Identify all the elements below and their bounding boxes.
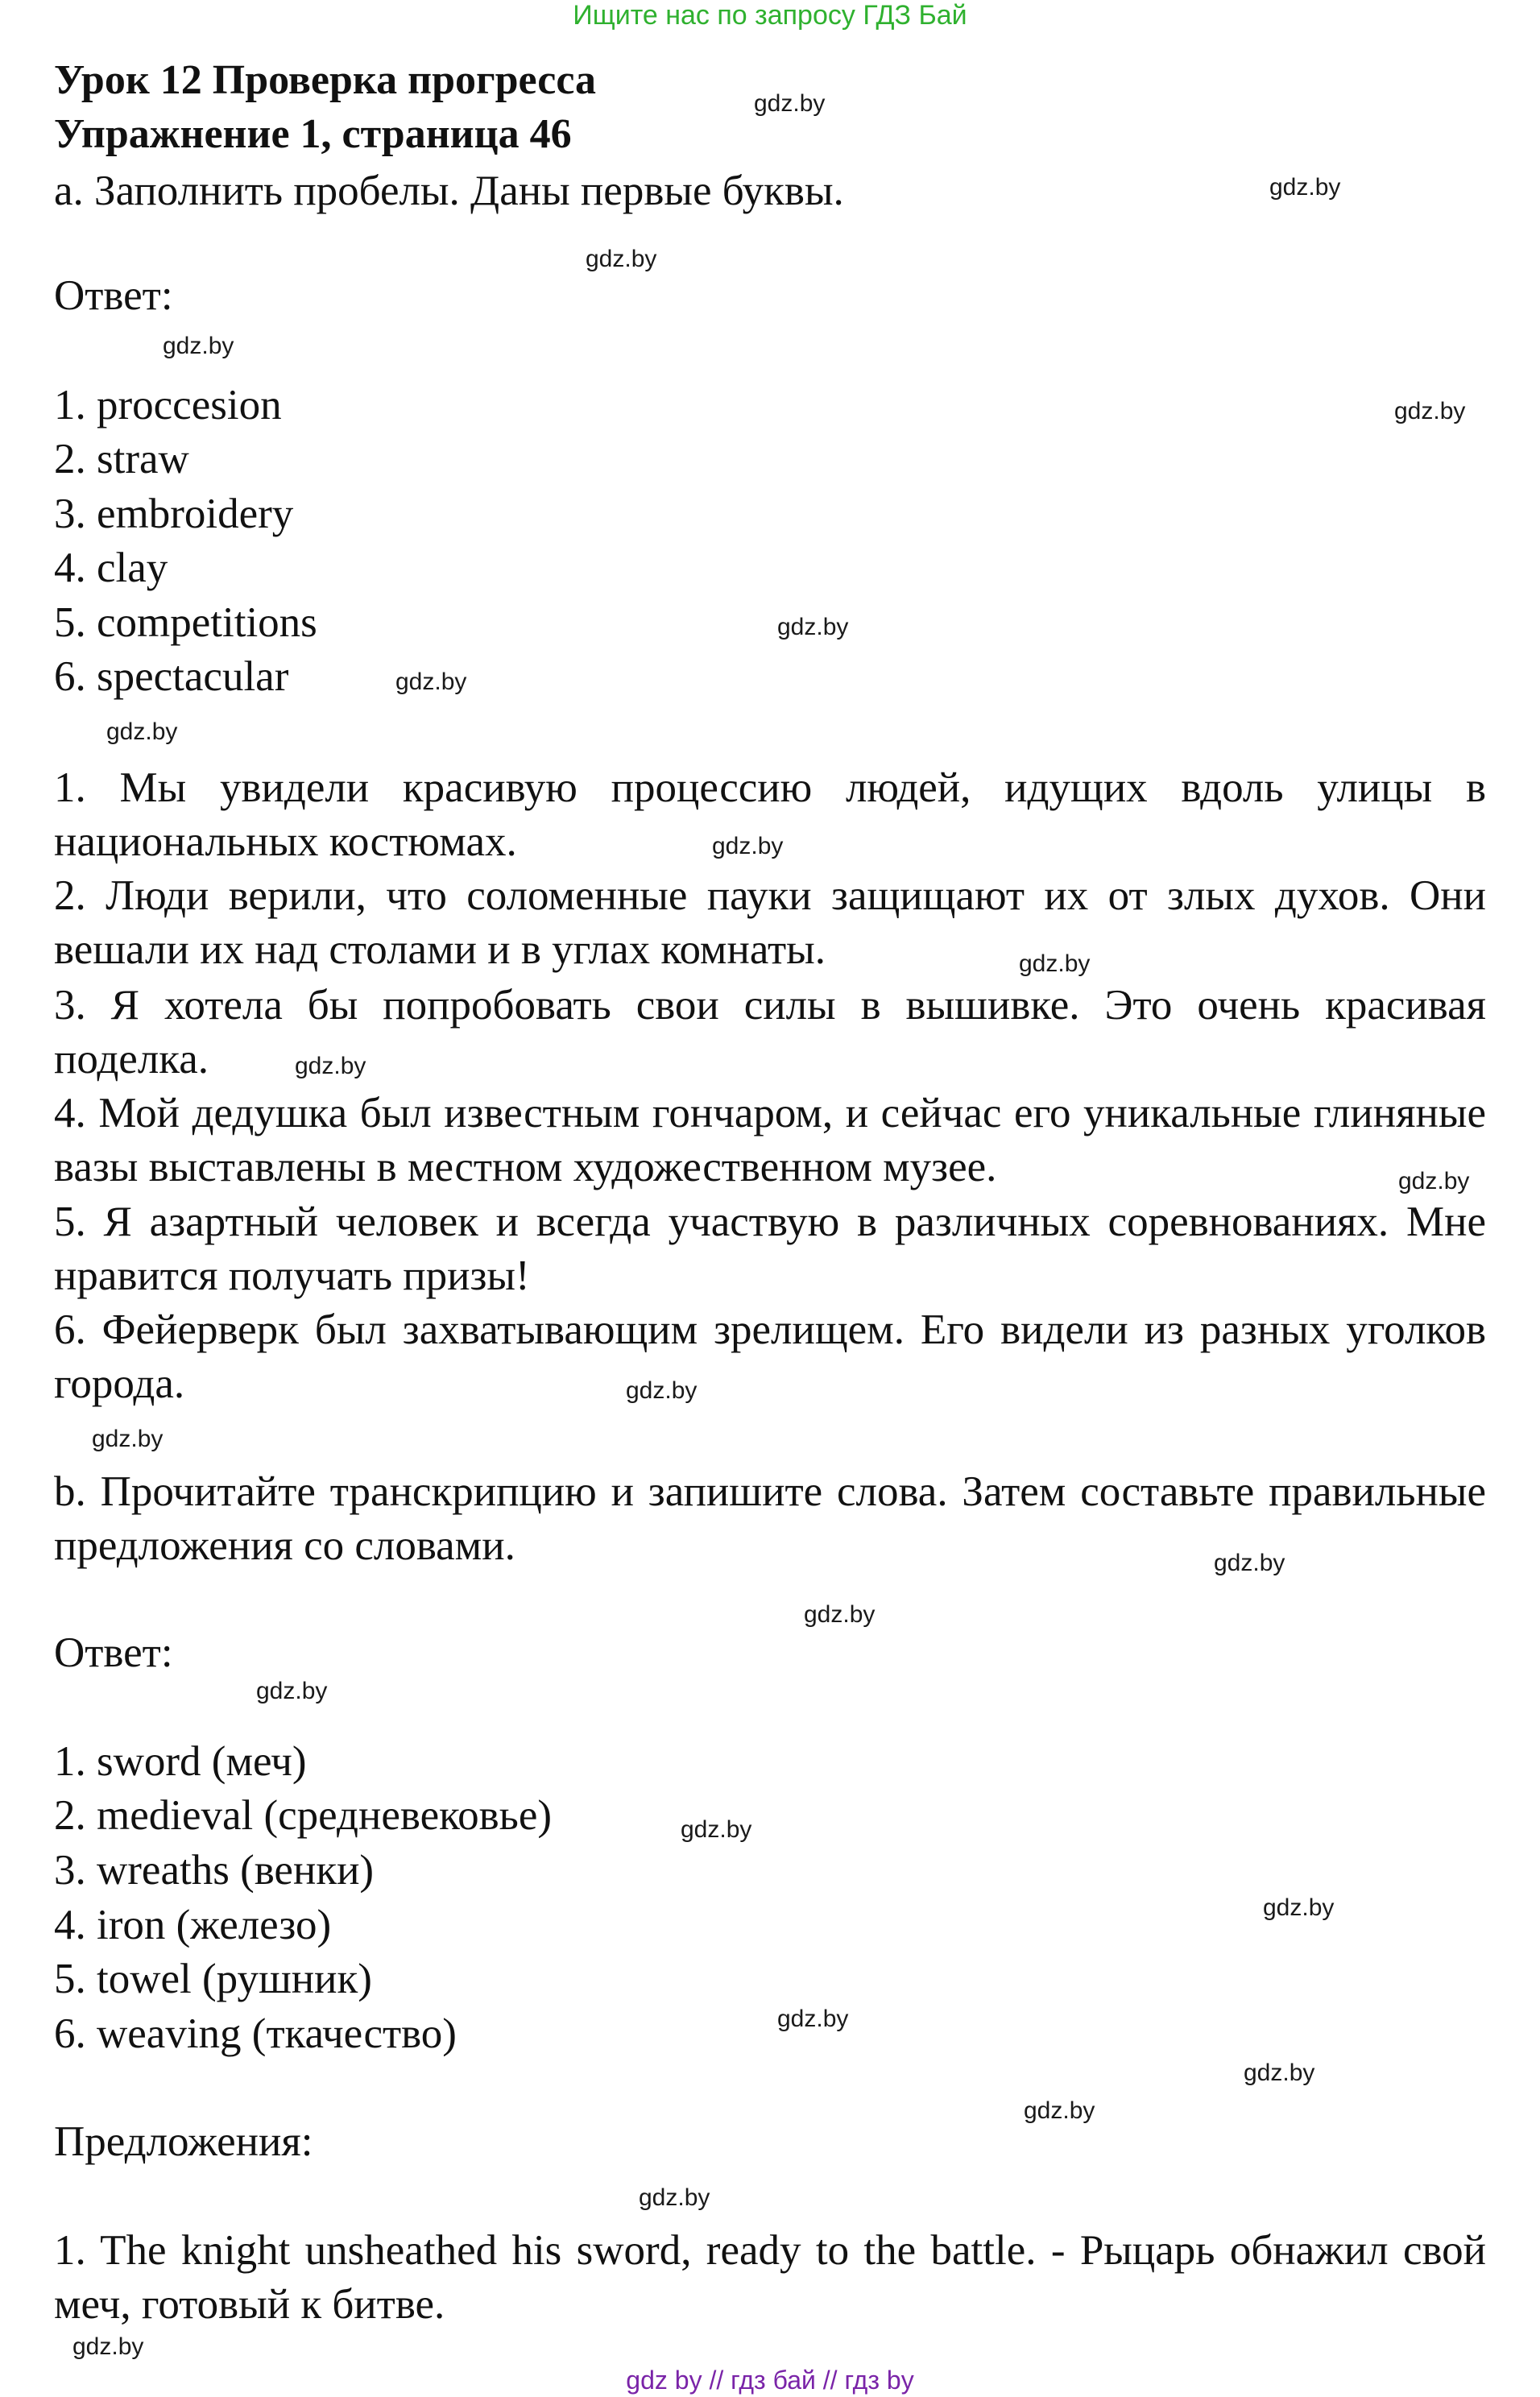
watermark: gdz.by bbox=[754, 90, 826, 117]
task-a-instruction: a. Заполнить пробелы. Даны первые буквы. bbox=[54, 168, 844, 214]
sentence-a-4: 4. Мой дедушка был известным гончаром, и сейчас его уникальные глиняные вазы выставлены в местном художественном музее. bbox=[54, 1090, 1486, 1190]
sentence-a-6: 6. Фейерверк был захватывающим зрелищем. Его видели из разных уголков города. bbox=[54, 1306, 1486, 1407]
watermark: gdz.by bbox=[712, 833, 784, 859]
word-a-1: 1. proccesion bbox=[54, 382, 282, 428]
watermark: gdz.by bbox=[163, 333, 234, 359]
watermark: gdz.by bbox=[1019, 950, 1091, 977]
top-banner-link[interactable]: Ищите нас по запросу ГДЗ Бай bbox=[573, 0, 967, 31]
watermark: gdz.by bbox=[72, 2333, 144, 2360]
watermark: gdz.by bbox=[681, 1816, 752, 1843]
watermark: gdz.by bbox=[777, 614, 849, 640]
watermark: gdz.by bbox=[1263, 1894, 1335, 1921]
sentence-b-1: 1. The knight unsheathed his sword, ready to the battle. - Рыцарь обнажил свой меч, готовый к битве. bbox=[54, 2227, 1486, 2328]
watermark: gdz.by bbox=[106, 718, 178, 745]
word-b-2: 2. medieval (средневековье) bbox=[54, 1792, 553, 1839]
answer-label-a: Ответ: bbox=[54, 272, 173, 319]
word-a-4: 4. clay bbox=[54, 544, 168, 591]
watermark: gdz.by bbox=[626, 1377, 698, 1404]
exercise-title: Упражнение 1, страница 46 bbox=[54, 111, 572, 157]
task-b-instruction: b. Прочитайте транскрипцию и запишите слова. Затем составьте правильные предложения со словами. bbox=[54, 1468, 1486, 1569]
watermark: gdz.by bbox=[295, 1053, 366, 1079]
lesson-title: Урок 12 Проверка прогресса bbox=[54, 57, 597, 103]
watermark: gdz.by bbox=[256, 1678, 328, 1704]
word-b-6: 6. weaving (ткачество) bbox=[54, 2010, 457, 2057]
watermark: gdz.by bbox=[1214, 1550, 1285, 1576]
word-b-5: 5. towel (рушник) bbox=[54, 1956, 372, 2002]
word-a-3: 3. embroidery bbox=[54, 491, 294, 537]
word-a-2: 2. straw bbox=[54, 436, 189, 482]
word-a-5: 5. competitions bbox=[54, 599, 317, 646]
watermark: gdz.by bbox=[586, 246, 657, 272]
watermark: gdz.by bbox=[1244, 2060, 1315, 2086]
sentence-a-1: 1. Мы увидели красивую процессию людей, идущих вдоль улицы в национальных костюмах. bbox=[54, 764, 1486, 865]
sentence-a-3: 3. Я хотела бы попробовать свои силы в вышивке. Это очень красивая поделка. bbox=[54, 982, 1486, 1083]
word-b-4: 4. iron (железо) bbox=[54, 1902, 332, 1948]
watermark: gdz.by bbox=[1394, 398, 1466, 424]
watermark: gdz.by bbox=[92, 1426, 164, 1452]
word-a-6: 6. spectacular bbox=[54, 653, 289, 700]
watermark: gdz.by bbox=[639, 2184, 710, 2211]
answer-label-b: Ответ: bbox=[54, 1629, 173, 1676]
word-b-3: 3. wreaths (венки) bbox=[54, 1847, 375, 1894]
watermark: gdz.by bbox=[777, 2006, 849, 2032]
sentences-label: Предложения: bbox=[54, 2118, 313, 2165]
watermark: gdz.by bbox=[1024, 2097, 1095, 2124]
sentence-a-5: 5. Я азартный человек и всегда участвую в различных соревнованиях. Мне нравится получать призы! bbox=[54, 1198, 1486, 1299]
sentence-a-2: 2. Люди верили, что соломенные пауки защищают их от злых духов. Они вешали их над столами и в углах комнаты. bbox=[54, 872, 1486, 973]
watermark: gdz.by bbox=[804, 1601, 876, 1628]
watermark: gdz.by bbox=[1269, 174, 1341, 201]
word-b-1: 1. sword (меч) bbox=[54, 1738, 307, 1785]
footer-links[interactable]: gdz by // гдз бай // гдз by bbox=[626, 2366, 914, 2395]
watermark: gdz.by bbox=[1398, 1168, 1470, 1194]
watermark: gdz.by bbox=[395, 669, 467, 695]
